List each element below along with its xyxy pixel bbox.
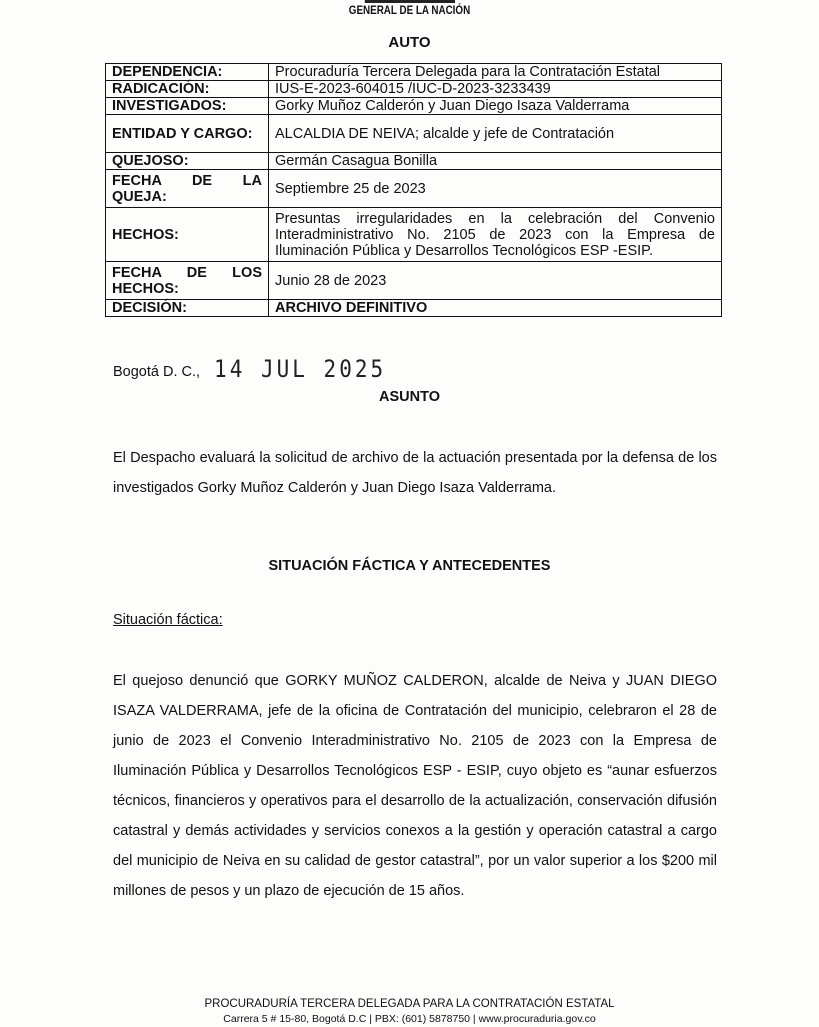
date-place: Bogotá D. C., bbox=[113, 364, 201, 380]
metadata-row bbox=[106, 208, 722, 262]
situacion-body: El quejoso denunció que GORKY MUÑOZ CALDERON, alcalde de Neiva y JUAN DIEGO ISAZA VALDERRAMA, jefe de la oficina de Contratación del municipio, celebraron el 28 de junio de 2023 el Convenio Interadministrativo No. 2105 de 2023 con la Empresa de Iluminación Pública y Desarrollos Tecnológicos ESP - ESIP, cuyo objeto es “aunar esfuerzos técnicos, financieros y operativos para el desarrollo de la actualización, conservación difusión catastral y demás actividades y servicios conexos a la gestión y operación catastral a cargo del municipio de Neiva en su calidad de gestor catastral”, por un valor superior a los $200 mil millones de pesos y un plazo de ejecución de 15 años. bbox=[113, 673, 717, 899]
date-line bbox=[113, 357, 386, 381]
header-organization bbox=[74, 0, 746, 17]
footer bbox=[0, 997, 819, 1027]
metadata-row bbox=[106, 170, 722, 208]
asunto-title: ASUNTO bbox=[379, 389, 440, 405]
metadata-value: Junio 28 de 2023 bbox=[269, 262, 722, 300]
metadata-label: FECHA DE LOS HECHOS: bbox=[106, 262, 269, 300]
metadata-value: Germán Casagua Bonilla bbox=[269, 153, 722, 170]
metadata-label: DEPENDENCIA: bbox=[106, 64, 269, 81]
case-metadata-table bbox=[105, 63, 722, 317]
footer-office: PROCURADURÍA TERCERA DELEGADA PARA LA CONTRATACIÓN ESTATAL bbox=[204, 998, 615, 1010]
metadata-row bbox=[106, 98, 722, 115]
metadata-row bbox=[106, 300, 722, 317]
metadata-row bbox=[106, 64, 722, 81]
metadata-value: IUS-E-2023-604015 /IUC-D-2023-3233439 bbox=[269, 81, 722, 98]
metadata-row bbox=[106, 115, 722, 153]
metadata-label: QUEJOSO: bbox=[106, 153, 269, 170]
situacion-subheading: Situación fáctica: bbox=[113, 612, 223, 628]
metadata-label: DECISIÓN: bbox=[106, 300, 269, 317]
metadata-value: Septiembre 25 de 2023 bbox=[269, 170, 722, 208]
metadata-label: INVESTIGADOS: bbox=[106, 98, 269, 115]
metadata-value: ALCALDIA DE NEIVA; alcalde y jefe de Contratación bbox=[269, 115, 722, 153]
metadata-row bbox=[106, 153, 722, 170]
metadata-label: FECHA DE LA QUEJA: bbox=[106, 170, 269, 208]
metadata-row bbox=[106, 81, 722, 98]
metadata-value: ARCHIVO DEFINITIVO bbox=[269, 300, 722, 317]
metadata-label: ENTIDAD Y CARGO: bbox=[106, 115, 269, 153]
situacion-title: SITUACIÓN FÁCTICA Y ANTECEDENTES bbox=[268, 558, 551, 574]
asunto-body: El Despacho evaluará la solicitud de archivo de la actuación presentada por la defensa de los investigados Gorky Muñoz Calderón y Juan Diego Isaza Valderrama. bbox=[113, 450, 717, 496]
document-type-title: AUTO bbox=[388, 34, 431, 51]
metadata-label: HECHOS: bbox=[106, 208, 269, 262]
metadata-label: RADICACIÓN: bbox=[106, 81, 269, 98]
organization-name: GENERAL DE LA NACIÓN bbox=[348, 3, 471, 17]
footer-contact: Carrera 5 # 15-80, Bogotá D.C | PBX: (601) 5878750 | www.procuraduria.gov.co bbox=[223, 1013, 596, 1025]
metadata-value: Gorky Muñoz Calderón y Juan Diego Isaza Valderrama bbox=[269, 98, 722, 115]
metadata-value: Procuraduría Tercera Delegada para la Contratación Estatal bbox=[269, 64, 722, 81]
date-stamp: 14 JUL 2025 bbox=[214, 355, 387, 383]
metadata-row bbox=[106, 262, 722, 300]
metadata-value: Presuntas irregularidades en la celebración del Convenio Interadministrativo No. 2105 de 2023 con la Empresa de Iluminación Pública y Desarrollos Tecnológicos ESP -ESIP. bbox=[269, 208, 722, 262]
